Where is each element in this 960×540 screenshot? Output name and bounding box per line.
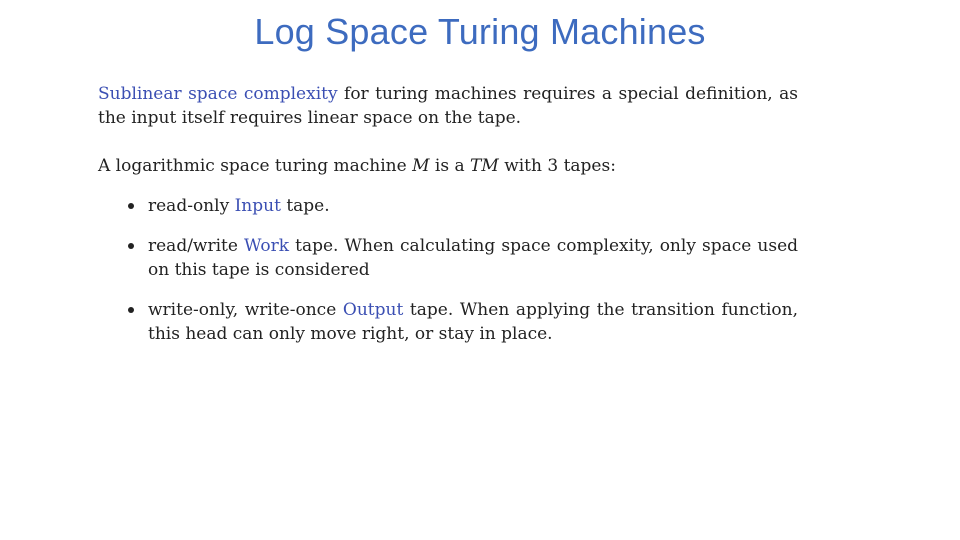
definition-prefix: A logarithmic space turing machine: [98, 156, 407, 176]
work-highlight: Work: [244, 236, 290, 256]
bullet-before: read/write: [148, 236, 238, 256]
slide-title: Log Space Turing Machines: [254, 11, 706, 52]
bullet-after: tape. When calculating space complexity, only space used on this tape is considered: [148, 236, 799, 280]
input-highlight: Input: [234, 196, 281, 216]
tm-symbol: TM: [470, 156, 499, 176]
bullet-icon: [128, 243, 134, 249]
sublinear-highlight: Sublinear space complexity: [98, 84, 338, 104]
bullet-before: write-only, write-once: [148, 300, 337, 320]
bullet-after: tape. When applying the transition function, this head can only move right, or stay in place.: [148, 300, 799, 344]
output-highlight: Output: [342, 300, 404, 320]
bullet-after: tape.: [286, 196, 330, 216]
definition-paragraph: [98, 154, 798, 178]
tape-list: [98, 194, 798, 346]
slide-body: [98, 82, 798, 362]
list-item-work-tape: [98, 234, 798, 282]
bullet-before: read-only: [148, 196, 230, 216]
bullet-icon: [128, 203, 134, 209]
intro-paragraph: [98, 82, 798, 130]
definition-suffix: with 3 tapes:: [504, 156, 616, 176]
bullet-icon: [128, 307, 134, 313]
intro-rest: for turing machines requires a special definition, as the input itself requires linear space on the tape.: [98, 84, 799, 128]
definition-middle: is a: [434, 156, 465, 176]
list-item-input-tape: [98, 194, 798, 218]
list-item-output-tape: [98, 298, 798, 346]
machine-symbol: M: [412, 156, 430, 176]
